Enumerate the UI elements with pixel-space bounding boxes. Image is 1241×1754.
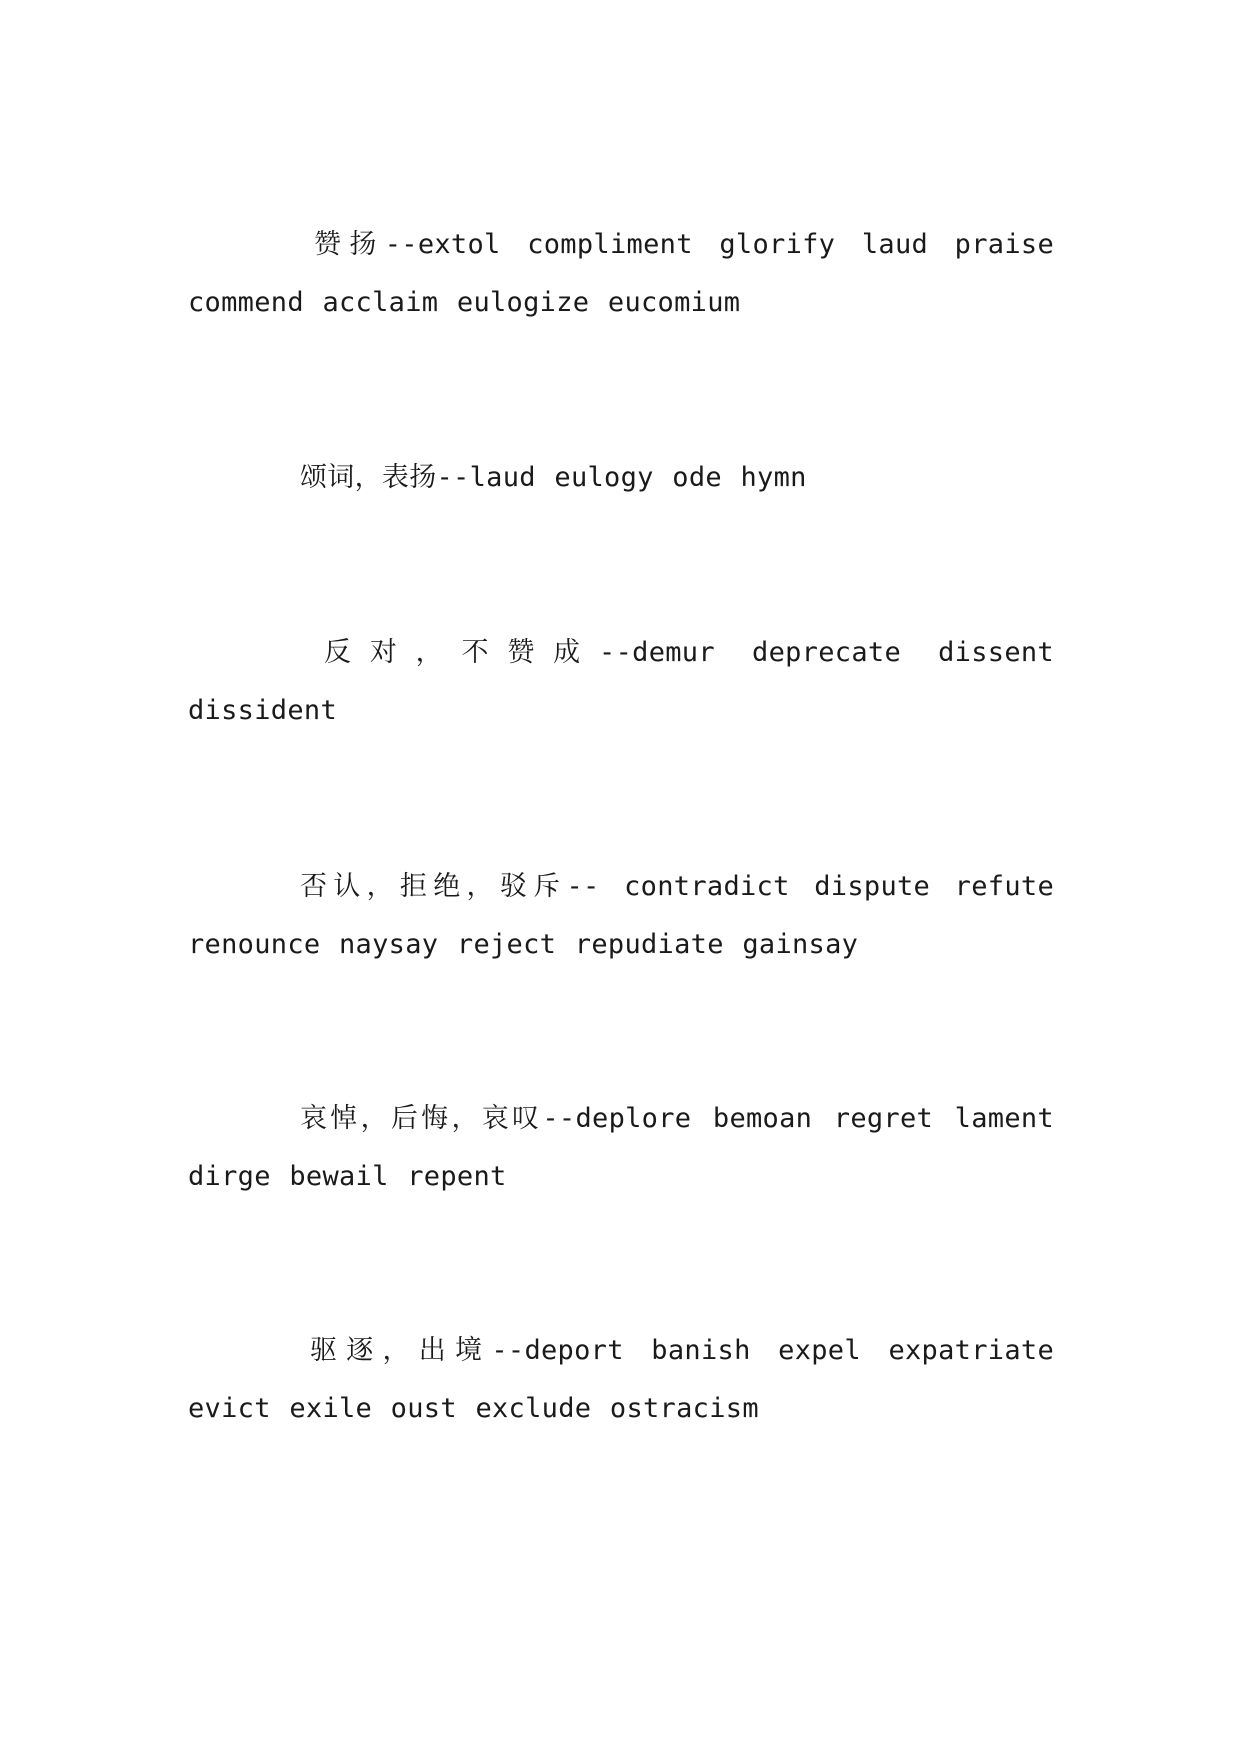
english-synonyms: --deplore bemoan regret lament dirge bewail repent [188,1103,1054,1192]
vocab-entry-expel [188,1322,1054,1438]
chinese-term: 颂词，表扬 [300,462,437,493]
chinese-term: 反对，不赞成 [324,637,600,668]
english-synonyms: --demur deprecate dissent dissident [188,637,1054,726]
english-synonyms: --laud eulogy ode hymn [436,462,807,493]
vocab-entry-oppose [188,624,1054,740]
english-synonyms: --deport banish expel expatriate evict exile oust exclude ostracism [188,1335,1054,1424]
vocab-entry-eulogy [188,449,1054,507]
english-synonyms: -- contradict dispute refute renounce naysay reject repudiate gainsay [188,871,1054,960]
chinese-term: 赞扬 [314,229,385,260]
vocab-entry-praise [188,216,1054,332]
chinese-term: 否认，拒绝，驳斥 [300,871,567,902]
vocab-entry-mourn [188,1090,1054,1206]
chinese-term: 哀悼，后悔，哀叹 [300,1103,543,1134]
chinese-term: 驱逐，出境 [310,1335,492,1366]
english-synonyms: --extol compliment glorify laud praise commend acclaim eulogize eucomium [188,229,1054,318]
vocab-entry-deny [188,858,1054,974]
